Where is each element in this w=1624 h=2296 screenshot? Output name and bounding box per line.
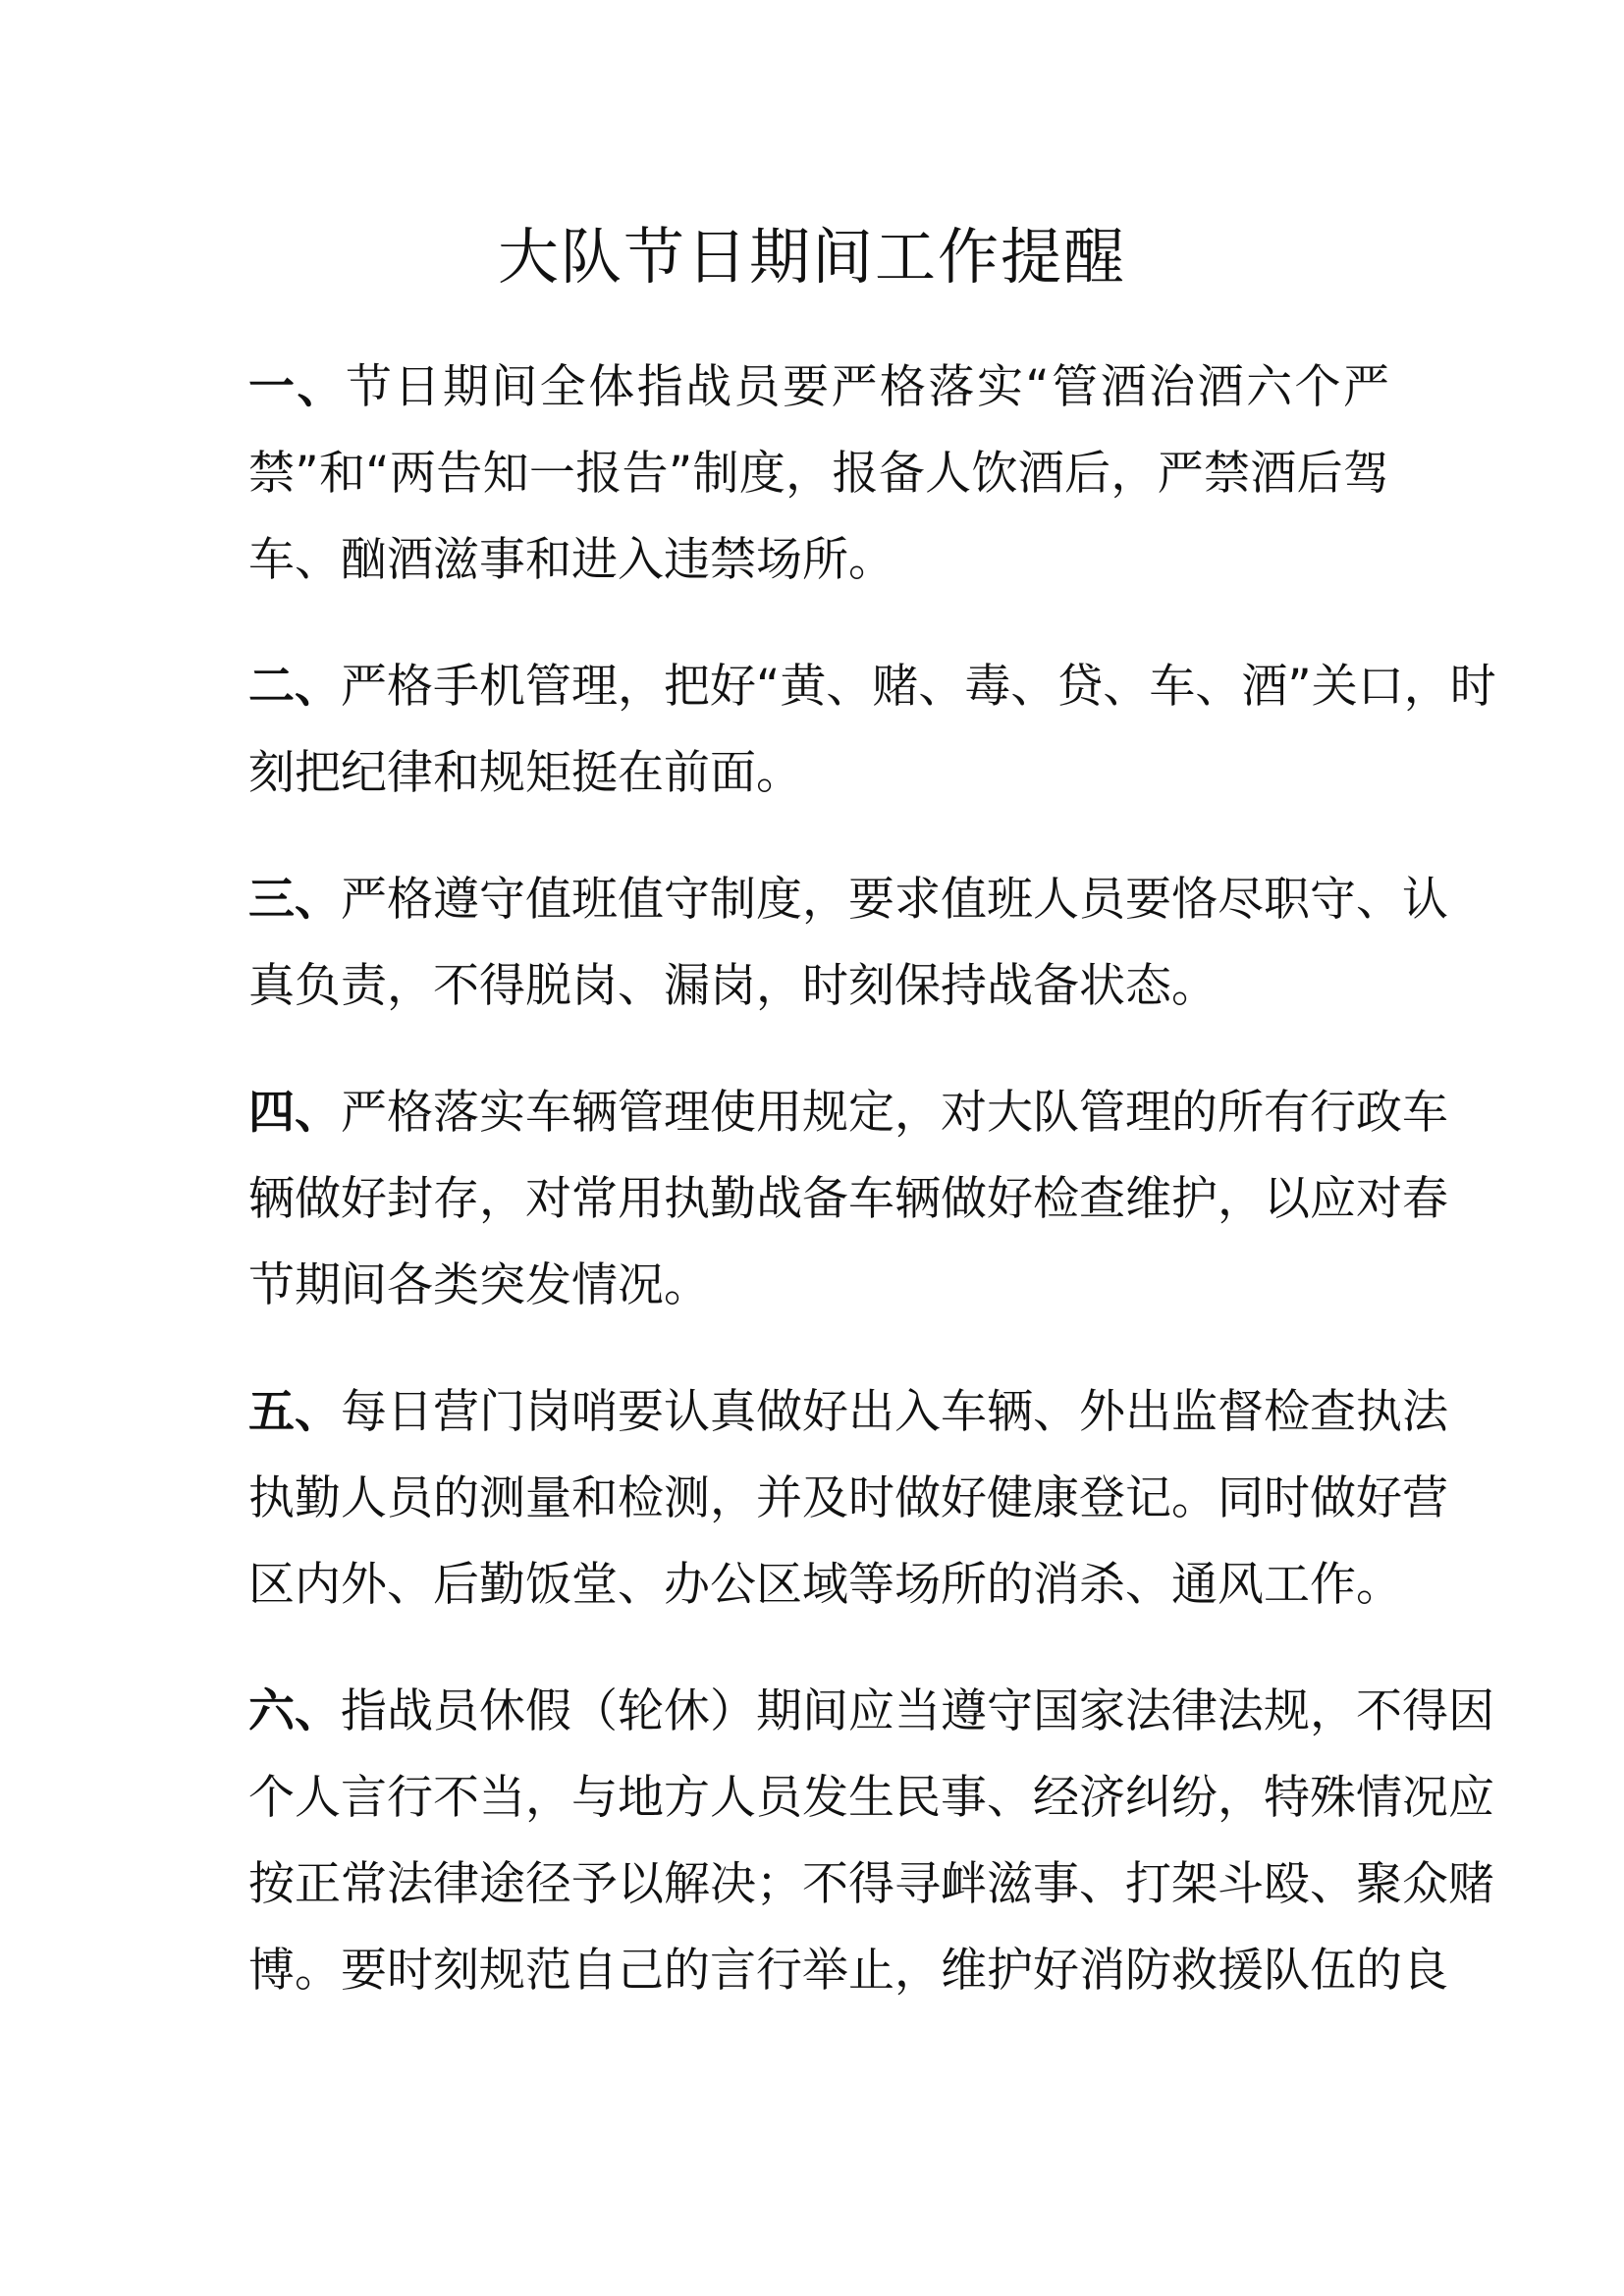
paragraph-text: 节日期间全体指战员要严格落实“管酒治酒六个严 (345, 360, 1390, 414)
paragraph-text: 执勤人员的测量和检测，并及时做好健康登记。同时做好营 (248, 1471, 1448, 1525)
paragraph-line (248, 730, 1389, 817)
paragraph-5 (248, 1369, 1448, 1629)
paragraph-line (248, 644, 1496, 730)
paragraph-text: 辆做好封存，对常用执勤战备车辆做好检查维护，以应对春 (248, 1172, 1448, 1226)
paragraph-text: 严格遵守值班值守制度，要求值班人员要恪尽职守、认 (341, 873, 1448, 927)
paragraph-text: 节期间各类突发情况。 (248, 1258, 710, 1312)
paragraph-line (248, 431, 1389, 517)
paragraph-text: 博。要时刻规范自己的言行举止，维护好消防救援队伍的良 (248, 1944, 1448, 1998)
paragraph-number: 五、 (248, 1385, 341, 1439)
paragraph-text: 个人言行不当，与地方人员发生民事、经济纠纷，特殊情况应 (248, 1771, 1494, 1825)
paragraph-line (248, 943, 1389, 1030)
paragraph-number: 二、 (248, 660, 341, 714)
paragraph-number: 四、 (248, 1086, 341, 1140)
paragraph-text: 指战员休假（轮休）期间应当遵守国家法律法规，不得因 (341, 1684, 1494, 1738)
paragraph-text: 每日营门岗哨要认真做好出入车辆、外出监督检查执法 (341, 1385, 1448, 1439)
paragraph-line (248, 1542, 1402, 1629)
paragraph-line (248, 1070, 1448, 1156)
paragraph-text: 严格手机管理，把好“黄、赌、毒、贷、车、酒”关口，时 (341, 660, 1496, 714)
paragraph-line (248, 1755, 1494, 1842)
paragraph-line (248, 517, 1389, 604)
paragraph-line (248, 1156, 1448, 1243)
paragraph-line (248, 1928, 1448, 2014)
paragraph-line (248, 345, 1389, 431)
paragraph-6 (248, 1669, 1494, 2014)
paragraph-2 (248, 644, 1496, 817)
paragraph-line (248, 1842, 1494, 1928)
paragraph-text: 车、酗酒滋事和进入违禁场所。 (248, 533, 894, 587)
paragraph-line (248, 1456, 1448, 1542)
paragraph-line (248, 1243, 1389, 1329)
paragraph-4 (248, 1070, 1448, 1329)
paragraph-number: 一、 (248, 360, 346, 414)
document-body (248, 345, 1496, 2055)
paragraph-text: 严格落实车辆管理使用规定，对大队管理的所有行政车 (341, 1086, 1448, 1140)
page-title: 大队节日期间工作提醒 (497, 221, 1126, 293)
paragraph-line (248, 1669, 1494, 1755)
paragraph-text: 区内外、后勤饭堂、办公区域等场所的消杀、通风工作。 (248, 1558, 1402, 1612)
paragraph-number: 三、 (248, 873, 341, 927)
paragraph-3 (248, 857, 1448, 1030)
paragraph-line (248, 1369, 1448, 1456)
paragraph-text: 禁”和“两告知一报告”制度，报备人饮酒后，严禁酒后驾 (248, 447, 1389, 501)
paragraph-1 (248, 345, 1389, 604)
paragraph-text: 真负责，不得脱岗、漏岗，时刻保持战备状态。 (248, 959, 1218, 1013)
paragraph-line (248, 857, 1448, 943)
paragraph-text: 按正常法律途径予以解决；不得寻衅滋事、打架斗殴、聚众赌 (248, 1857, 1494, 1911)
paragraph-text: 刻把纪律和规矩挺在前面。 (248, 746, 802, 800)
paragraph-number: 六、 (248, 1684, 341, 1738)
